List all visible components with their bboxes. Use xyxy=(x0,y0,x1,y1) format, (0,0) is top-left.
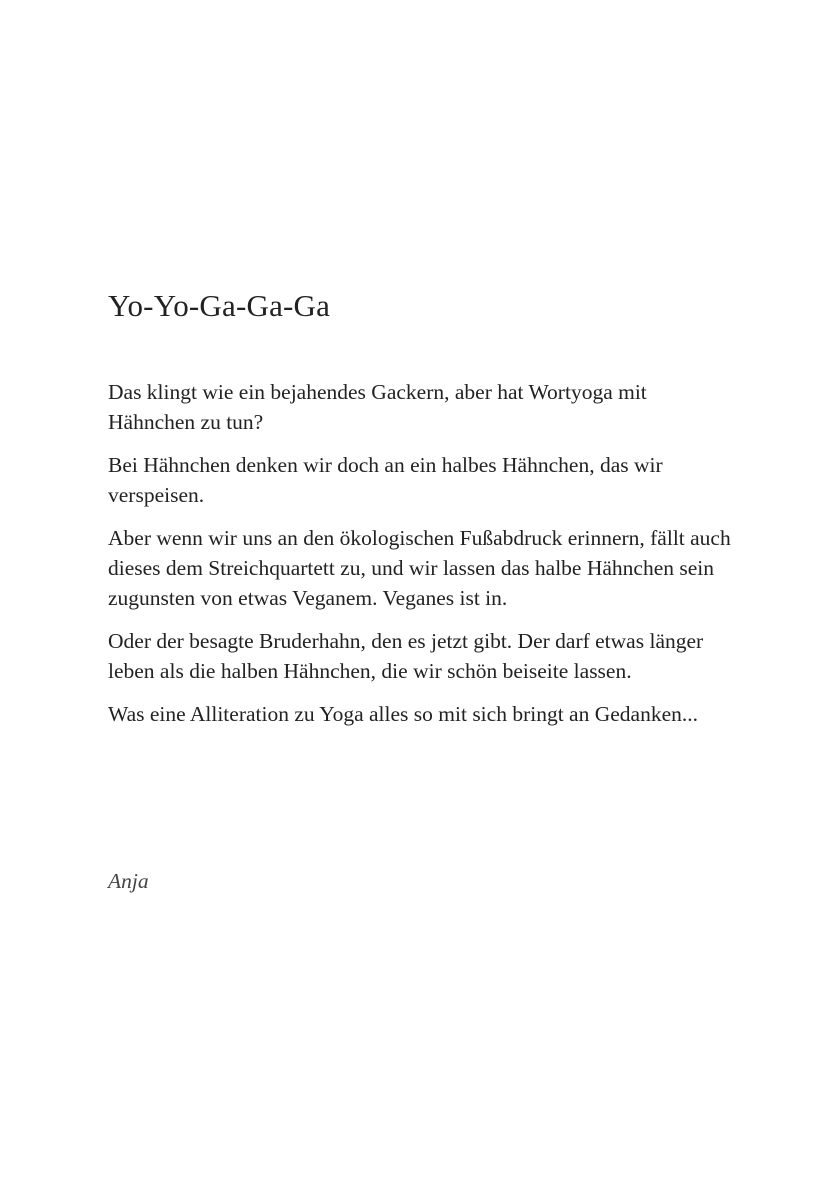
page-title: Yo-Yo-Ga-Ga-Ga xyxy=(108,288,331,323)
paragraph-3: Aber wenn wir uns an den ökologischen Fußabdruck erinnern, fällt auch dieses dem Streichquartett zu, und wir lassen das halbe Hähnchen sein zugunsten von etwas Veganem. Veganes ist in. xyxy=(108,526,731,610)
paragraph-5: Was eine Alliteration zu Yoga alles so mit sich bringt an Gedanken... xyxy=(108,702,699,726)
document-page xyxy=(108,0,733,1191)
paragraph-4: Oder der besagte Bruderhahn, den es jetzt gibt. Der darf etwas länger leben als die halben Hähnchen, die wir schön beiseite lassen. xyxy=(108,629,704,683)
body-text xyxy=(108,377,733,742)
author-signature: Anja xyxy=(108,869,149,893)
paragraph-1: Das klingt wie ein bejahendes Gackern, aber hat Wortyoga mit Hähnchen zu tun? xyxy=(108,380,647,434)
paragraph-2: Bei Hähnchen denken wir doch an ein halbes Hähnchen, das wir verspeisen. xyxy=(108,453,663,507)
